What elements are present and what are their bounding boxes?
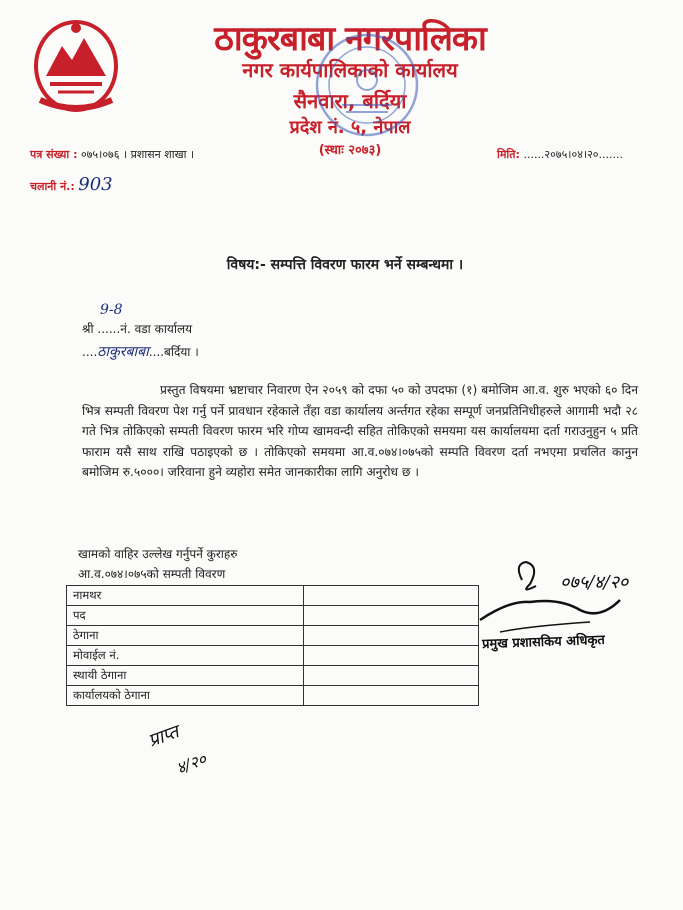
table-value-cell: [304, 626, 479, 646]
table-row: [67, 666, 479, 686]
patra-value: ०७५।०७६ । प्रशासन शाखा ।: [80, 148, 195, 161]
margin-note: 9-8: [100, 302, 123, 318]
table-row: [67, 686, 479, 706]
table-value-cell: [304, 686, 479, 706]
table-value-cell: [304, 646, 479, 666]
received-date: ४/२०: [173, 749, 209, 778]
table-label-cell: कार्यालयको ठेगाना: [67, 686, 304, 706]
table-value-cell: [304, 666, 479, 686]
recipient-suffix: ....बर्दिया ।: [148, 345, 199, 359]
recipient-line-1: श्री ......नं. वडा कार्यालय: [82, 322, 193, 336]
patra-sankhya: [30, 147, 194, 162]
subject-line: विषय:- सम्पत्ति विवरण फारम भर्ने सम्बन्धमा ।: [226, 257, 464, 273]
miti-value: ......२०७५।०४।२०.......: [523, 148, 624, 161]
chalani-value: 903: [78, 174, 113, 195]
chalani-number: [30, 174, 113, 195]
table-value-cell: [304, 586, 479, 606]
miti-label: मिति:: [497, 148, 520, 161]
recipient-line-2: [82, 342, 199, 361]
signature-scribble-icon: [470, 540, 660, 690]
envelope-info-table: [66, 585, 479, 706]
chalani-label: चलानी नं.:: [30, 180, 75, 193]
letter-paragraph: प्रस्तुत विषयमा भ्रष्टाचार निवारण ऐन २०५९ को दफा ५० को उपदफा (१) बमोजिम आ.व. शुरु भएको ६० दिन भित्र सम्पती विवरण पेश गर्नु पर्ने प्रावधान रहेकाले तँहा वडा कार्यालय अर्न्तगत रहेका सम्पूर्ण जनप्रतिनिधीहरुले आगामी भदौ २८ गते भित्र तोकिएको सम्पती विवरण फारम भरि गोप्य खामवन्दी सहित तोकिएको समयमा यस कार्यालयमा दर्ता गराउनुहुन ५ प्रति फाराम यसै साथ राखि पठाइएको छ । तोकिएको समयमा आ.व.०७४।०७५को सम्पति विवरण दर्ता नभएमा प्रचलित कानुन बमोजिम रु.५०००। जरिवाना हुने व्यहोरा समेत जानकारीका लागि अनुरोध छ ।: [82, 383, 638, 479]
received-handwritten: प्राप्त: [145, 721, 182, 752]
recipient-handwritten: ठाकुरबाबा: [97, 344, 149, 360]
header-line-2: नगर कार्यपालिकाको कार्यालय: [242, 58, 458, 82]
signature-date: ०७५/४/२०: [560, 572, 629, 593]
table-value-cell: [304, 606, 479, 626]
table-row: [67, 586, 479, 606]
table-label-cell: पद: [67, 606, 304, 626]
table-label-cell: ठेगाना: [67, 626, 304, 646]
envelope-note-line-1: खामको वाहिर उल्लेख गर्नुपर्ने कुराहरु: [78, 547, 238, 561]
office-name: ठाकुरबाबा नगरपालिका: [214, 19, 486, 59]
header-line-3: सैनवारा, बर्दिया: [293, 89, 407, 113]
miti-date: [497, 147, 623, 162]
table-label-cell: मोवाईल नं.: [67, 646, 304, 666]
table-row: [67, 646, 479, 666]
letter-body: [82, 380, 638, 483]
emblem-icon: [28, 12, 124, 116]
header-line-5: (स्थाः २०७३): [318, 143, 382, 158]
table-label-cell: स्थायी ठेगाना: [67, 666, 304, 686]
patra-label: पत्र संख्या :: [30, 148, 78, 161]
table-label-cell: नामथर: [67, 586, 304, 606]
header-line-4: प्रदेश नं. ५, नेपाल: [289, 117, 411, 138]
envelope-note-line-2: आ.व.०७४।०७५को सम्पती विवरण: [78, 567, 226, 581]
office-stamp-icon: [312, 30, 422, 140]
recipient-prefix: ....: [82, 345, 98, 359]
table-row: [67, 606, 479, 626]
signatory-title: प्रमुख प्रशासकिय अधिकृत: [481, 632, 606, 653]
table-row: [67, 626, 479, 646]
